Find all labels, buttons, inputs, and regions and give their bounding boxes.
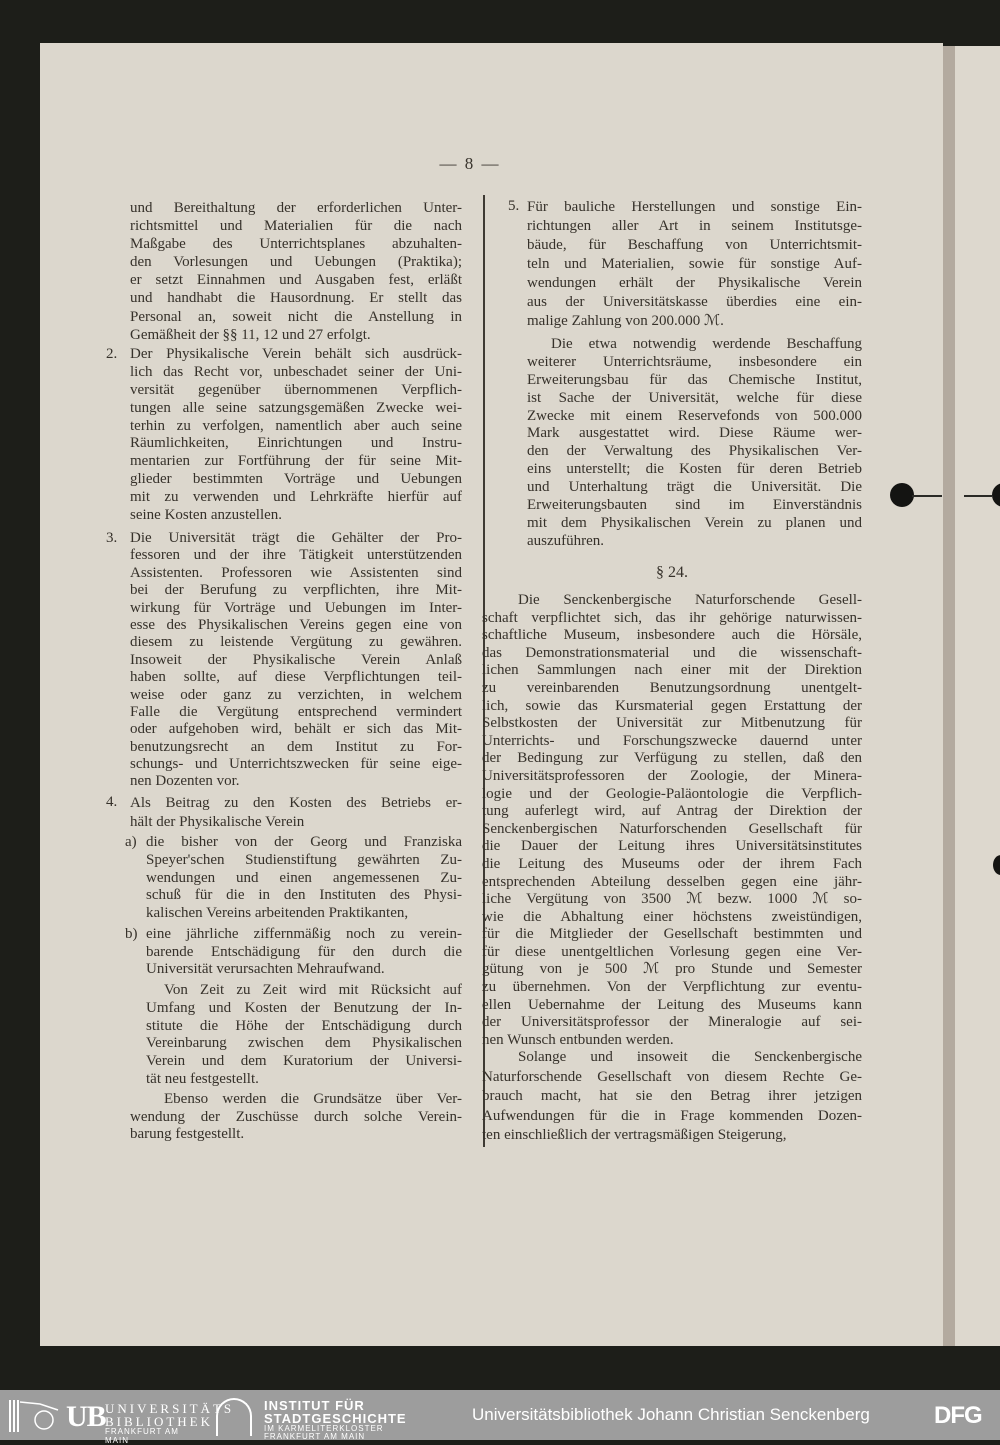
- text-line: zu vereinbarenden Benutzungsordnung unentgelt-: [482, 679, 862, 696]
- text-line: haben sollte, auf diese Verpflichtungen teil-: [130, 669, 462, 686]
- text-line: und Unterhaltung trägt die Universität. Die: [527, 479, 862, 496]
- text-line: glieder bestimmten Vorträge und Uebungen: [130, 471, 462, 488]
- text-line: stitute die Höhe der Entschädigung durch: [146, 1017, 462, 1034]
- text-line: lich das Recht vor, unbeschadet seiner der Uni-: [130, 363, 462, 380]
- text-line: Mark ausgestattet wird. Diese Räume wer-: [527, 425, 862, 442]
- text-line: nen Dozenten vor.: [130, 773, 240, 790]
- text-line: Falle die Vergütung entsprechend vermindert: [130, 703, 462, 720]
- text-line: für die Mitglieder der Gesellschaft bestimmten und: [482, 926, 862, 943]
- text-line: Ebenso werden die Grundsätze über Ver-: [164, 1091, 462, 1107]
- text-line: eins unterstellt; die Kosten für deren Betrieb: [527, 461, 862, 478]
- text-line: esse des Physikalischen Vereins gegen eine von: [130, 616, 462, 633]
- text-line: er setzt Einnahmen und Ausgaben fest, erläßt: [130, 272, 462, 289]
- text-line: Der Physikalische Verein behält sich ausdrück-: [130, 346, 462, 362]
- text-line: tungen alle seine satzungsgemäßen Zwecke wei-: [130, 399, 462, 416]
- text-line: das Demonstrationsmaterial und die wissenschaft-: [482, 644, 862, 661]
- text-line: Die Senckenbergische Naturforschende Gesell-: [518, 592, 862, 608]
- text-line: schaftliche Museum, insbesondere auch die Hörsäle,: [482, 627, 862, 644]
- text-line: Gemäßheit der §§ 11, 12 und 27 erfolgt.: [130, 326, 371, 343]
- text-line: bäude, für Beschaffung von Unterrichtsmit-: [527, 237, 862, 253]
- text-line: fessoren und der ihre Tätigkeit unterstützenden: [130, 547, 462, 564]
- text-line: schuß für die in den Instituten des Physi-: [146, 887, 462, 904]
- text-line: oder aufgehoben wird, behält er sich das Mit-: [130, 721, 462, 738]
- text-line: zu übernehmen. Von der Verpflichtung zur eventu-: [482, 979, 862, 996]
- text-line: für diese unentgeltlichen Vorlesung gegen eine Ver-: [482, 943, 862, 960]
- sub-item-a: [146, 834, 462, 923]
- text-line: schungs- und Unterrichtszwecken für seine eige-: [130, 756, 462, 773]
- sub-item-b: [146, 926, 462, 979]
- text-line: den der Verwaltung des Physikalischen Ver-: [527, 443, 862, 460]
- text-line: Als Beitrag zu den Kosten des Betriebs er-: [130, 795, 462, 811]
- isg-line2: STADTGESCHICHTE: [264, 1411, 407, 1426]
- text-line: Universität verursachten Mehraufwand.: [146, 961, 385, 977]
- item-number: 2.: [106, 346, 118, 362]
- text-line: Personal an, soweit nicht die Anstellung in: [130, 308, 462, 325]
- text-line: Speyer'schen Studienstiftung gewährten Zu-: [146, 851, 462, 868]
- ub-letters: UB: [66, 1400, 106, 1433]
- text-line: mentarien zur Fortführung der für seine Mit-: [130, 453, 462, 470]
- ub-line2: BIBLIOTHEK: [105, 1414, 213, 1429]
- paragraph: [130, 199, 462, 344]
- text-line: nen Wunsch entbunden werden.: [482, 1031, 674, 1048]
- text-line: die Dauer der Leitung ihres Universitätsinstitutes: [482, 838, 862, 855]
- paragraph: [482, 1048, 862, 1146]
- paragraph: [146, 982, 462, 1089]
- text-line: schaft verpflichtet sich, das ihr gehörige naturwissen-: [482, 609, 862, 626]
- text-line: richtungen aller Art in seinem Institutsge-: [527, 218, 862, 234]
- text-line: bei der Berufung zu verpflichten, ihre Mit-: [130, 582, 462, 599]
- text-line: lich, sowie das Kursmaterial gegen Erstattung der: [482, 697, 862, 714]
- facing-page-edge: [955, 46, 1000, 1346]
- text-line: und handhabt die Hausordnung. Er stellt das: [130, 290, 462, 307]
- text-line: Zwecke mit einem Reservefonds von 500.000: [527, 407, 862, 424]
- text-line: Räumlichkeiten, Einrichtungen und Instru-: [130, 435, 462, 452]
- text-line: Die etwa notwendig werdende Beschaffung: [551, 336, 862, 352]
- text-line: Universitätsprofessoren der Zoologie, der Minera-: [482, 767, 862, 784]
- item-number: 4.: [106, 794, 118, 810]
- section-heading: § 24.: [656, 564, 688, 581]
- text-line: versität gegenüber übernommenen Verpflich-: [130, 381, 462, 398]
- ub-line1: UNIVERSITÄTS: [105, 1401, 235, 1416]
- text-line: Senckenbergischen Naturforschenden Gesellschaft für: [482, 820, 862, 837]
- text-line: richtsmittel und Materialien für die nach: [130, 218, 462, 235]
- text-line: Unterrichts- und Forschungszwecke dauernd unter: [482, 732, 862, 749]
- text-line: mit zu verwenden und Lehrkräfte hierfür auf: [130, 489, 462, 506]
- text-line: Für bauliche Herstellungen und sonstige Ein-: [527, 199, 862, 215]
- page-number: — 8 —: [439, 154, 501, 173]
- text-line: auszuführen.: [527, 532, 605, 549]
- text-line: aus der Universitätskasse überdies eine ein-: [527, 294, 862, 310]
- text-line: brauch macht, hat sie den Betrag ihrer jetzigen: [482, 1088, 862, 1104]
- text-line: ten einschließlich der vertragsmäßigen Steigerung,: [482, 1127, 787, 1143]
- isg-line4: FRANKFURT AM MAIN: [264, 1432, 366, 1441]
- list-item-3: [130, 530, 462, 791]
- text-line: hält der Physikalische Verein: [130, 814, 305, 830]
- text-line: die Leitung des Museums oder der ihrem Fach: [482, 855, 862, 872]
- text-line: ist Sache der Universität, welche für diese: [527, 389, 862, 406]
- text-line: Aufwendungen für die in Frage kommenden Dozen-: [482, 1107, 862, 1124]
- text-line: Selbstkosten der Universität zur Mitbenutzung für: [482, 715, 862, 732]
- ub-line3: FRANKFURT AM MAIN: [105, 1427, 179, 1445]
- text-line: Assistenten. Professoren wie Assistenten sind: [130, 564, 462, 581]
- isg-line1: INSTITUT FÜR: [264, 1398, 365, 1413]
- text-line: Von Zeit zu Zeit wird mit Rücksicht auf: [164, 982, 462, 998]
- paragraph: [130, 1091, 462, 1144]
- ub-logo: [8, 1398, 235, 1445]
- text-line: kalischen Vereins arbeitenden Praktikanten,: [146, 905, 409, 922]
- book-gutter: [943, 46, 955, 1346]
- punch-hole-mark: [912, 495, 942, 497]
- text-line: teln und Materialien, sowie für sonstige Auf-: [527, 256, 862, 272]
- text-line: tung auferlegt wird, auf Antrag der Direktion der: [482, 803, 862, 820]
- text-line: Die Universität trägt die Gehälter der Pro-: [130, 530, 462, 546]
- item-number: 5.: [508, 198, 520, 214]
- text-line: Maßgabe des Unterrichtsplanes abzuhalten-: [130, 236, 462, 253]
- text-line: Solange und insoweit die Senckenbergische: [518, 1049, 862, 1065]
- library-name: Universitätsbibliothek Johann Christian Senckenberg: [472, 1405, 870, 1424]
- text-line: wendung der Zuschüsse durch solche Verein-: [130, 1108, 462, 1125]
- text-line: wie die Abhaltung einer höchstens zweistündigen,: [482, 908, 862, 925]
- text-line: wirkung für Vorträge und Uebungen im Inter-: [130, 599, 462, 616]
- text-line: gütung von je 500 ℳ pro Stunde und Semester: [482, 961, 862, 978]
- text-line: Verein und dem Kuratorium der Universi-: [146, 1053, 462, 1070]
- text-line: logie und der Geologie-Paläontologie die Verpflich-: [482, 785, 862, 802]
- text-line: weise oder ganz zu verzichten, in welchem: [130, 686, 462, 703]
- text-line: Vereinbarung zwischen dem Physikalischen: [146, 1035, 462, 1052]
- text-line: malige Zahlung von 200.000 ℳ.: [527, 313, 724, 329]
- list-item-4: [130, 794, 462, 832]
- list-item-2: [130, 346, 462, 525]
- dfg-logo: DFG: [934, 1402, 982, 1429]
- text-line: mit dem Physikalischen Verein zu planen und: [527, 514, 862, 531]
- ub-portrait-icon: [8, 1398, 62, 1434]
- sub-item-letter: a): [125, 834, 137, 850]
- text-line: der Universitätsprofessor der Mineralogie auf sei-: [482, 1014, 862, 1031]
- text-line: Insoweit der Physikalische Verein Anlaß: [130, 651, 462, 668]
- footer-bar: [0, 1390, 1000, 1445]
- text-line: benutzungsrecht an dem Institut zu For-: [130, 738, 462, 755]
- text-line: eine jährliche ziffernmäßig noch zu verein-: [146, 926, 462, 942]
- punch-hole-mark: [964, 495, 992, 497]
- isg-line3: IM KARMELITERKLOSTER: [264, 1424, 384, 1433]
- list-item-5: [527, 198, 862, 331]
- punch-hole: [890, 483, 914, 507]
- text-line: der Bedingung zur Verfügung zu stellen, daß den: [482, 750, 862, 767]
- text-line: wendungen erhält der Physikalische Verein: [527, 275, 862, 291]
- text-line: den Vorlesungen und Uebungen (Praktika);: [130, 254, 462, 271]
- text-line: barende Entschädigung für den durch die: [146, 943, 462, 960]
- text-line: diesem zu leistende Vergütung zu gewähren.: [130, 634, 462, 651]
- text-line: und Bereithaltung der erforderlichen Unter-: [130, 200, 462, 216]
- text-line: tät neu festgestellt.: [146, 1070, 259, 1087]
- text-line: ellen Uebernahme der Leitung des Museums kann: [482, 996, 862, 1013]
- text-line: seine Kosten anzustellen.: [130, 507, 283, 524]
- text-line: lichen Sammlungen nach einer mit der Direktion: [482, 662, 862, 679]
- text-line: die bisher von der Georg und Franziska: [146, 834, 462, 850]
- isg-arch-icon: [216, 1398, 252, 1436]
- paragraph: [527, 336, 862, 551]
- text-line: barung festgestellt.: [130, 1126, 245, 1142]
- sub-item-letter: b): [125, 926, 138, 942]
- text-line: wendungen und einen angemessenen Zu-: [146, 869, 462, 886]
- paragraph: [482, 592, 862, 1049]
- text-line: Erweiterungsbau für das Chemische Institut,: [527, 371, 862, 388]
- text-line: Erweiterungsbauten sind im Einverständnis: [527, 497, 862, 514]
- text-line: Naturforschende Gesellschaft von diesem Rechte Ge-: [482, 1068, 862, 1085]
- text-line: terhin zu verfolgen, namentlich aber auch seine: [130, 417, 462, 434]
- item-number: 3.: [106, 530, 118, 546]
- text-line: entsprechenden Abteilung desselben gegen eine jähr-: [482, 873, 862, 890]
- text-line: Umfang und Kosten der Benutzung der In-: [146, 999, 462, 1016]
- text-line: weiterer Unterrichtsräume, insbesondere ein: [527, 353, 862, 370]
- text-line: liche Vergütung von 3500 ℳ bezw. 1000 ℳ so-: [482, 891, 862, 908]
